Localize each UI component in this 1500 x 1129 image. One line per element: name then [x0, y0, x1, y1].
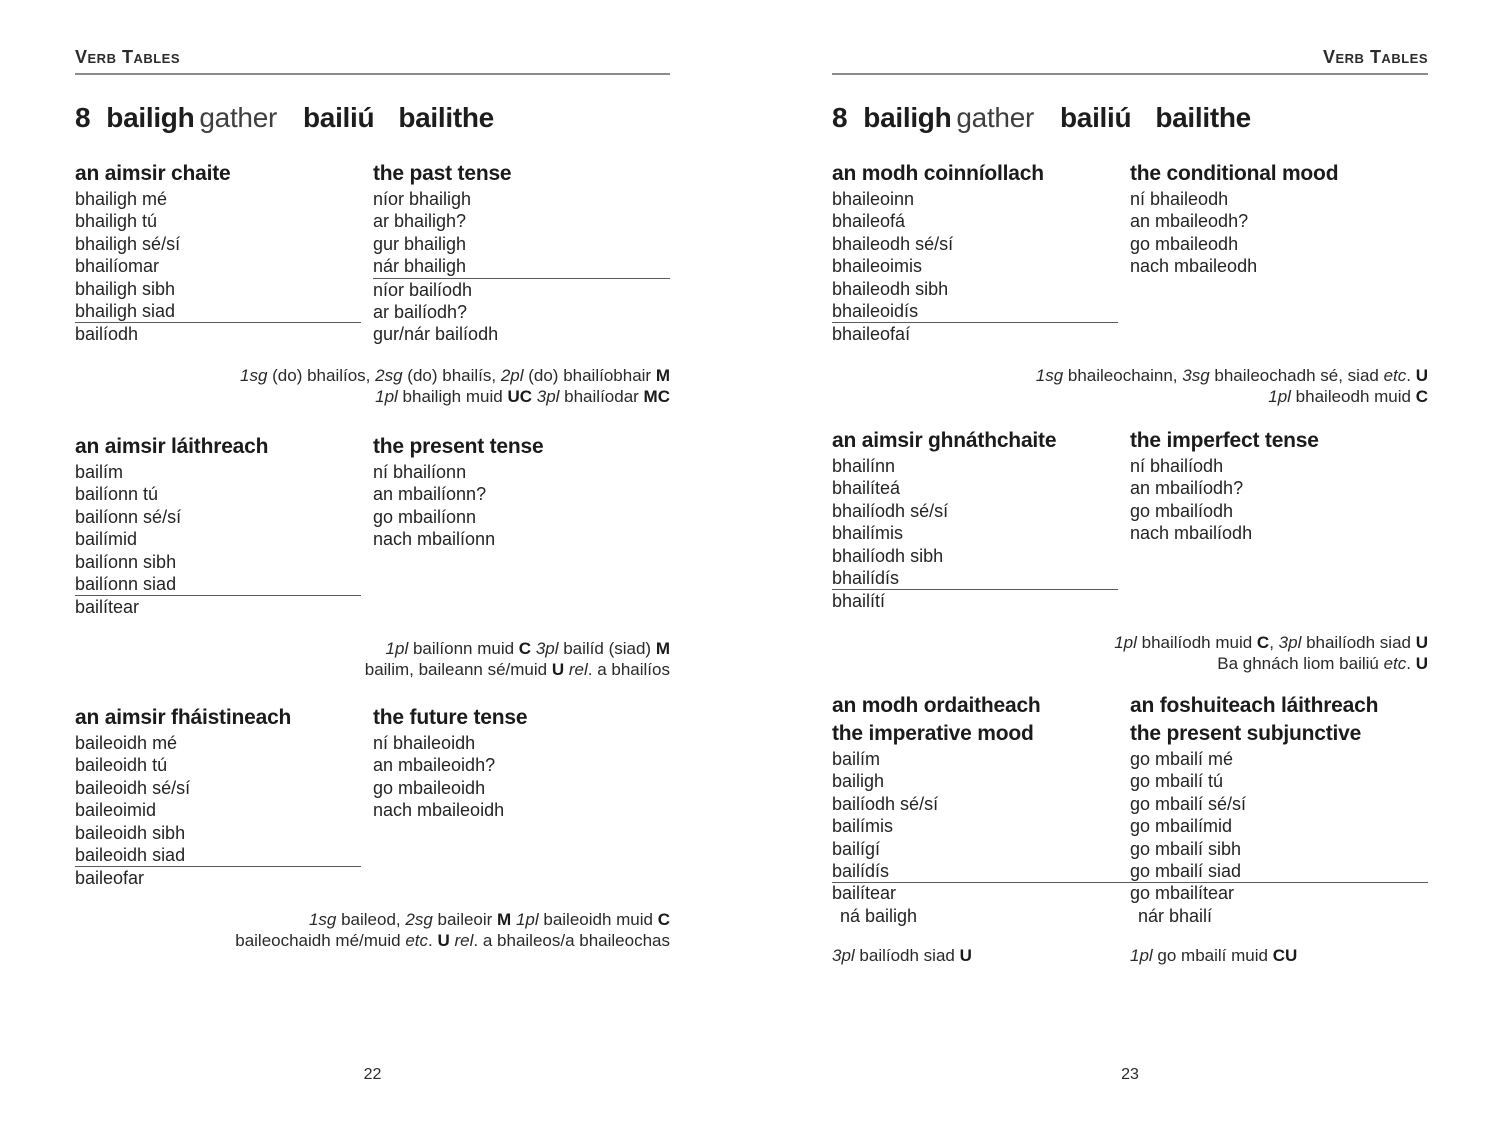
page-number: 22 [363, 1066, 382, 1083]
note-segment: bhaileodh muid [1290, 387, 1416, 407]
note-line [832, 386, 1428, 408]
foot-note-right [1130, 946, 1428, 966]
note-line [75, 930, 670, 952]
section-heading: an aimsir fháistineach [75, 706, 292, 729]
note-segment: 1pl [1114, 632, 1137, 652]
note-segment: bailíodh siad [854, 946, 960, 966]
note-segment: 1pl [1268, 387, 1291, 407]
verb-form: bhailíteá [832, 478, 901, 499]
verb-form: an mbaileodh? [1130, 211, 1249, 232]
note-segment: bhailigh muid [397, 387, 508, 407]
note-segment: 1pl [375, 387, 398, 407]
future-tense-left-column [75, 704, 373, 890]
note-line [75, 909, 670, 931]
note-segment: bhaileochadh sé, siad [1209, 365, 1384, 385]
imperative-and-subjunctive-right-column [1130, 692, 1428, 927]
section-heading: an modh ordaitheach [832, 694, 1041, 717]
imperfect-tense-left-column [832, 427, 1130, 613]
note-segment: U [1415, 654, 1428, 674]
foot-note-left [832, 946, 1130, 966]
verb-form: bailígí [832, 838, 881, 859]
page-right [832, 0, 1428, 1129]
imperfect-tense-right-column [1130, 427, 1428, 613]
verb-form: nach mbailíonn [373, 529, 496, 550]
note-segment: bailíd (siad) [558, 638, 656, 658]
present-tense-notes [75, 638, 670, 681]
verb-form: bhailigh siad [75, 300, 361, 323]
verb-form: bhailítí [832, 591, 886, 612]
entry-number: 8 [832, 102, 848, 133]
note-segment: baileoir [432, 909, 498, 929]
verb-form: go mbailí sibh [1130, 838, 1242, 859]
note-segment: . a bhaileos/a bhaileochas [473, 931, 670, 951]
note-segment: 3pl [535, 638, 559, 658]
headword: bailigh [863, 102, 952, 133]
note-segment: 1sg [239, 365, 268, 385]
running-head-text: Verb Tables [1322, 47, 1428, 67]
verb-form: bhailíomar [75, 256, 160, 277]
note-line [832, 632, 1428, 654]
section-past-tense [75, 160, 670, 408]
verb-form: go mbailítear [1130, 883, 1235, 904]
verb-form: bhailigh mé [75, 189, 168, 209]
headword: bailigh [106, 102, 195, 133]
note-segment: etc [405, 931, 429, 951]
note-segment: U [1415, 632, 1428, 652]
note-segment: (do) bhailíobhair [523, 365, 656, 385]
verb-form: nár bhailí [1138, 905, 1213, 926]
verb-form: baileoidh siad [75, 844, 361, 867]
note-segment: (do) bhailís, [402, 365, 501, 385]
verbal-adjective: bailithe [398, 102, 494, 133]
verb-form: ar bhailigh? [373, 211, 467, 232]
note-segment: UC [507, 387, 532, 407]
note-segment: C [1415, 387, 1428, 407]
verb-form: bhaileofaí [832, 324, 911, 345]
verb-form: baileofar [75, 868, 145, 889]
section-heading: the conditional mood [1130, 162, 1339, 185]
note-segment: M [497, 909, 512, 929]
note-segment: CU [1272, 946, 1298, 966]
present-tense-left-column [75, 433, 373, 619]
note-line [75, 659, 670, 681]
verb-form: bailídís [832, 860, 1130, 882]
gloss: gather [956, 102, 1034, 133]
conditional-mood-right-column [1130, 160, 1428, 346]
note-line [75, 365, 670, 387]
verb-form: níor bailíodh [373, 279, 473, 300]
present-tense-right-column [373, 433, 670, 619]
section-heading: an aimsir láithreach [75, 435, 269, 458]
section-heading: the future tense [373, 706, 528, 729]
note-segment: MC [643, 387, 670, 407]
verb-form: an mbailíodh? [1130, 478, 1244, 499]
note-segment: . a bhailíos [587, 660, 670, 680]
section-heading: an modh coinníollach [832, 162, 1044, 185]
imperative-and-subjunctive-left-column [832, 692, 1130, 927]
verb-form: bhaileodh sé/sí [832, 233, 954, 254]
past-tense-left-column [75, 160, 373, 346]
note-segment: bhailíodh siad [1301, 632, 1416, 652]
note-segment: 1sg [1035, 365, 1064, 385]
section-imperative-and-subjunctive [832, 692, 1428, 966]
note-segment: , [1269, 632, 1279, 652]
verb-form: gur bhailigh [373, 233, 467, 254]
verb-form: bhailímis [832, 523, 904, 544]
note-segment: etc [1383, 365, 1407, 385]
section-conditional-mood [832, 160, 1428, 408]
note-segment: M [655, 365, 670, 385]
verb-form: go mbailíonn [373, 506, 477, 527]
verb-form: an mbaileoidh? [373, 755, 496, 776]
verb-form: go mbailímid [1130, 816, 1233, 837]
note-segment: U [1415, 365, 1428, 385]
section-heading: the present tense [373, 435, 544, 458]
note-segment: . [1406, 365, 1416, 385]
note-segment: C [657, 909, 670, 929]
note-segment: 1pl [515, 909, 539, 929]
conditional-mood-left-column [832, 160, 1130, 346]
verb-form: bailíonn sibh [75, 551, 177, 572]
verb-form: nach mbaileoidh [373, 800, 505, 821]
page-left [75, 0, 670, 1129]
note-line [832, 653, 1428, 675]
note-segment: 1pl [385, 638, 409, 658]
verb-form: nár bhailigh [373, 255, 670, 278]
section-heading: an aimsir ghnáthchaite [832, 429, 1057, 452]
note-segment: 3pl [1278, 632, 1302, 652]
present-tense-grid [75, 433, 670, 619]
note-segment: bhailíodar [559, 387, 644, 407]
verb-form: bailíodh [75, 324, 139, 345]
verbal-noun: bailiú [1060, 102, 1132, 133]
note-segment: U [551, 660, 565, 680]
note-segment: U [437, 931, 450, 951]
verb-form: nach mbaileodh [1130, 256, 1258, 277]
verb-form: ní bhaileoidh [373, 733, 476, 753]
verb-form: bailímis [832, 816, 894, 837]
section-heading: the past tense [373, 162, 512, 185]
verb-form: ní bhailíodh [1130, 456, 1224, 476]
verb-form: bailíonn siad [75, 573, 361, 596]
verb-form: baileoidh sé/sí [75, 777, 191, 798]
running-head [75, 47, 670, 75]
gloss: gather [199, 102, 277, 133]
section-heading: the imperative mood [832, 722, 1034, 745]
note-segment: 2pl [500, 365, 524, 385]
verb-form: bhaileoidís [832, 300, 1118, 323]
verb-form: bhailínn [832, 456, 896, 476]
verb-form: baileoidh mé [75, 733, 178, 753]
past-tense-notes [75, 365, 670, 408]
imperative-and-subjunctive-grid [832, 692, 1428, 927]
verb-form: go mbailíodh [1130, 500, 1234, 521]
note-segment: bhaileochainn, [1063, 365, 1183, 385]
note-segment: M [655, 638, 670, 658]
note-segment: Ba ghnách liom bailiú [1217, 654, 1384, 674]
note-line [832, 365, 1428, 387]
future-tense-grid [75, 704, 670, 890]
verb-form: bailíodh sé/sí [832, 793, 939, 814]
verb-form: gur/nár bailíodh [373, 324, 499, 345]
verb-form: nach mbailíodh [1130, 523, 1253, 544]
verb-form: ná bailigh [840, 905, 918, 926]
note-segment: bailíonn muid [408, 638, 519, 658]
verb-form: go mbailí sé/sí [1130, 793, 1247, 814]
note-segment: . [1406, 654, 1416, 674]
verb-form: bhaileoimis [832, 256, 923, 277]
verb-form: ní bhaileodh [1130, 189, 1229, 209]
imperfect-tense-grid [832, 427, 1428, 613]
note-segment: rel [454, 931, 474, 951]
note-segment: (do) bhailíos, [267, 365, 376, 385]
verb-form: bhaileofá [832, 211, 906, 232]
past-tense-right-column [373, 160, 670, 346]
section-heading: an aimsir chaite [75, 162, 231, 185]
note-segment: baileod, [336, 909, 406, 929]
verb-form: bailítear [75, 597, 140, 618]
verb-form: bailíonn sé/sí [75, 506, 182, 527]
section-heading: the imperfect tense [1130, 429, 1319, 452]
entry-number: 8 [75, 102, 91, 133]
note-segment: etc [1383, 654, 1407, 674]
verb-form: go mbailí tú [1130, 771, 1224, 792]
note-segment: . [428, 931, 438, 951]
section-present-tense [75, 433, 670, 681]
note-segment: 2sg [375, 365, 403, 385]
verb-form: bhailídís [832, 567, 1118, 590]
note-segment: 1pl [1130, 946, 1153, 966]
verb-form: bailigh [832, 771, 885, 792]
page-title [832, 102, 1251, 134]
section-future-tense [75, 704, 670, 952]
running-head [832, 47, 1428, 75]
verb-form: go mbailí mé [1130, 749, 1234, 769]
section-imperfect-tense [832, 427, 1428, 675]
note-segment: baileochaidh mé/muid [235, 931, 406, 951]
verb-form: bailím [832, 749, 881, 769]
section-heading: an foshuiteach láithreach [1130, 694, 1379, 717]
note-segment: C [518, 638, 532, 658]
verb-form: bhaileodh sibh [832, 278, 949, 299]
imperative-and-subjunctive-foot-notes [832, 946, 1428, 966]
verb-form: níor bhailigh [373, 189, 472, 209]
verb-form: go mbaileodh [1130, 233, 1239, 254]
verb-form: bailím [75, 462, 124, 482]
verbal-noun: bailiú [303, 102, 375, 133]
note-segment: go mbailí muid [1152, 946, 1273, 966]
verbal-adjective: bailithe [1155, 102, 1251, 133]
verb-form: bhaileoinn [832, 189, 915, 209]
verb-form: bailíonn tú [75, 484, 159, 505]
note-segment: 3pl [832, 946, 855, 966]
note-line [75, 386, 670, 408]
past-tense-grid [75, 160, 670, 346]
note-segment: U [959, 946, 972, 966]
verb-form: go mbaileoidh [373, 777, 486, 798]
page-number: 23 [1121, 1066, 1139, 1083]
section-heading: the present subjunctive [1130, 722, 1362, 745]
note-segment: 1sg [308, 909, 337, 929]
note-line [75, 638, 670, 660]
verb-form: baileoidh tú [75, 755, 168, 776]
verb-form: bhailigh sibh [75, 278, 176, 299]
note-segment: 3sg [1182, 365, 1210, 385]
note-segment: C [1256, 632, 1270, 652]
future-tense-right-column [373, 704, 670, 890]
note-segment: bhailíodh muid [1136, 632, 1257, 652]
conditional-mood-notes [832, 365, 1428, 408]
verb-form: bhailíodh sé/sí [832, 500, 949, 521]
verb-form: ar bailíodh? [373, 301, 468, 322]
note-segment: 2sg [405, 909, 433, 929]
verb-form: bhailigh sé/sí [75, 233, 181, 254]
verb-form: ní bhailíonn [373, 462, 467, 482]
note-segment: baileoidh muid [538, 909, 658, 929]
imperfect-tense-notes [832, 632, 1428, 675]
note-segment: rel [568, 660, 588, 680]
note-segment: bailim, baileann sé/muid [364, 660, 552, 680]
running-head-text: Verb Tables [75, 47, 181, 67]
verb-form: bhailigh tú [75, 211, 158, 232]
verb-form: baileoidh sibh [75, 822, 186, 843]
note-segment: 3pl [536, 387, 560, 407]
verb-form: bailítear [832, 883, 897, 904]
verb-form: baileoimid [75, 800, 157, 821]
verb-form: bailímid [75, 529, 138, 550]
conditional-mood-grid [832, 160, 1428, 346]
verb-form: an mbailíonn? [373, 484, 487, 505]
page-title [75, 102, 494, 134]
future-tense-notes [75, 909, 670, 952]
verb-form: go mbailí siad [1130, 860, 1242, 881]
verb-form: bhailíodh sibh [832, 545, 944, 566]
